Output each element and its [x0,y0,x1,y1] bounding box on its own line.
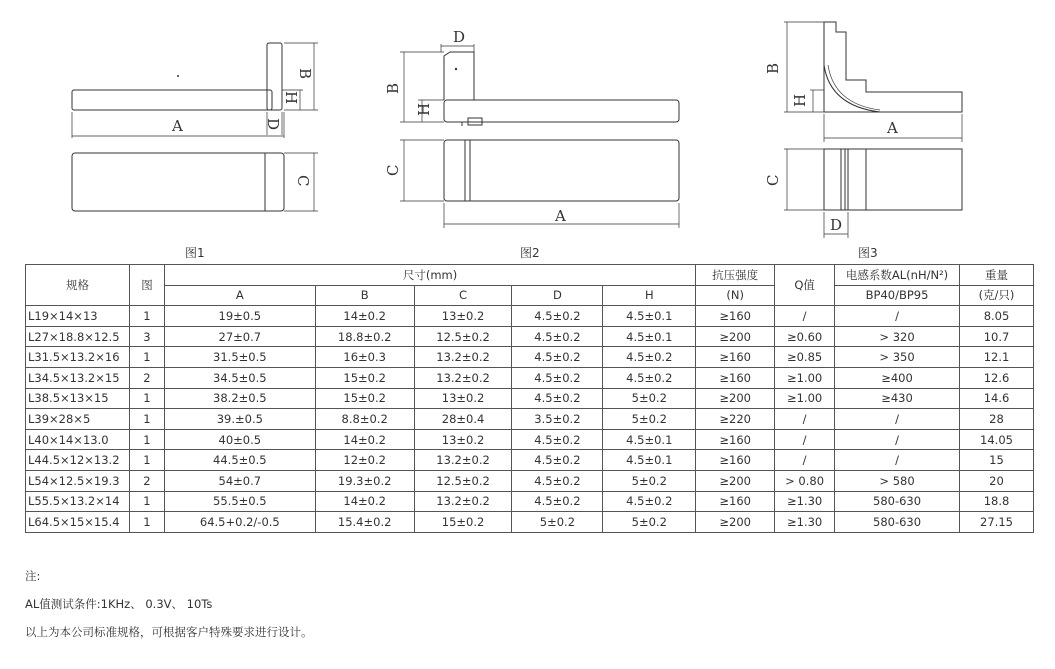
cell-dim-h: 5±0.2 [603,409,696,430]
cell-q-value: ≥0.85 [775,347,835,368]
cell-weight: 20 [960,470,1034,491]
table-row [26,491,1034,512]
cell-strength: ≥200 [696,388,775,409]
figure2-caption: 图2 [520,246,540,260]
cell-q-value: ≥1.30 [775,512,835,533]
fig2-label-h: H [415,102,433,116]
cell-dim-c: 13.2±0.2 [414,367,512,388]
figure1-caption: 图1 [185,246,205,260]
spec-table [25,264,1034,533]
cell-al-value: ≥430 [835,388,960,409]
cell-al-value: ≥400 [835,367,960,388]
header-al-material: BP40/BP95 [835,285,960,306]
cell-spec: L19×14×13 [26,306,130,327]
cell-q-value: ≥0.60 [775,326,835,347]
cell-spec: L38.5×13×15 [26,388,130,409]
cell-dim-b: 12±0.2 [315,450,414,471]
cell-al-value: > 320 [835,326,960,347]
fig2-label-a: A [555,207,566,225]
fig3-label-c: C [764,174,782,186]
cell-al-value: 580-630 [835,512,960,533]
table-header-row-2 [26,285,1034,306]
cell-spec: L54×12.5×19.3 [26,470,130,491]
cell-q-value: / [775,409,835,430]
cell-dim-h: 4.5±0.1 [603,306,696,327]
table-row [26,512,1034,533]
table-row [26,470,1034,491]
cell-weight: 28 [960,409,1034,430]
cell-fig: 1 [129,512,164,533]
header-strength: 抗压强度 [696,265,775,286]
cell-strength: ≥200 [696,512,775,533]
figure3-drawing [784,22,962,238]
fig3-label-a: A [887,119,898,137]
table-row [26,429,1034,450]
cell-spec: L40×14×13.0 [26,429,130,450]
cell-spec: L34.5×13.2×15 [26,367,130,388]
cell-dim-d: 3.5±0.2 [512,409,603,430]
fig1-label-b: B [296,68,314,80]
cell-weight: 18.8 [960,491,1034,512]
table-row [26,450,1034,471]
cell-weight: 10.7 [960,326,1034,347]
cell-q-value: / [775,450,835,471]
header-a: A [164,285,315,306]
cell-weight: 12.1 [960,347,1034,368]
header-h: H [603,285,696,306]
cell-dim-d: 4.5±0.2 [512,347,603,368]
cell-dim-d: 4.5±0.2 [512,470,603,491]
cell-dim-c: 13.2±0.2 [414,491,512,512]
cell-dim-d: 5±0.2 [512,512,603,533]
cell-q-value: ≥1.00 [775,367,835,388]
cell-dim-h: 4.5±0.2 [603,347,696,368]
fig1-label-d: D [264,118,282,131]
figure1-dot [177,75,179,77]
cell-dim-b: 19.3±0.2 [315,470,414,491]
fig1-label-a: A [172,117,183,135]
cell-fig: 3 [129,326,164,347]
cell-dim-d: 4.5±0.2 [512,429,603,450]
cell-dim-c: 13±0.2 [414,388,512,409]
cell-fig: 2 [129,367,164,388]
header-strength-unit: (N) [696,285,775,306]
cell-dim-c: 13.2±0.2 [414,450,512,471]
cell-dim-a: 40±0.5 [164,429,315,450]
notes-custom-design: 以上为本公司标准规格，可根据客户特殊要求进行设计。 [25,625,313,639]
cell-dim-a: 38.2±0.5 [164,388,315,409]
table-body [26,306,1034,533]
table-row [26,409,1034,430]
cell-dim-a: 55.5±0.5 [164,491,315,512]
header-q: Q值 [775,265,835,306]
table-row [26,367,1034,388]
cell-dim-b: 16±0.3 [315,347,414,368]
header-spec: 规格 [26,265,130,306]
cell-q-value: ≥1.00 [775,388,835,409]
cell-dim-c: 13.2±0.2 [414,347,512,368]
cell-strength: ≥160 [696,491,775,512]
table-header-row-1 [26,265,1034,286]
cell-q-value: > 0.80 [775,470,835,491]
fig2-label-d: D [453,28,466,46]
fig3-label-d: D [830,216,843,234]
cell-fig: 2 [129,470,164,491]
cell-weight: 14.05 [960,429,1034,450]
cell-spec: L31.5×13.2×16 [26,347,130,368]
cell-al-value: / [835,306,960,327]
cell-dim-c: 13±0.2 [414,306,512,327]
cell-dim-h: 5±0.2 [603,470,696,491]
cell-dim-d: 4.5±0.2 [512,306,603,327]
figures-area [0,0,1055,262]
cell-dim-c: 12.5±0.2 [414,470,512,491]
cell-al-value: / [835,450,960,471]
fig3-label-h: H [791,93,809,107]
cell-fig: 1 [129,409,164,430]
cell-dim-d: 4.5±0.2 [512,367,603,388]
cell-q-value: ≥1.30 [775,491,835,512]
cell-strength: ≥160 [696,306,775,327]
cell-dim-b: 15.4±0.2 [315,512,414,533]
cell-dim-d: 4.5±0.2 [512,491,603,512]
cell-q-value: / [775,429,835,450]
cell-dim-b: 18.8±0.2 [315,326,414,347]
cell-dim-h: 4.5±0.2 [603,367,696,388]
dimension-drawings [0,0,1055,262]
table-row [26,326,1034,347]
fig1-label-h: H [282,91,300,105]
cell-weight: 27.15 [960,512,1034,533]
cell-dim-d: 4.5±0.2 [512,326,603,347]
cell-dim-b: 14±0.2 [315,306,414,327]
cell-dim-h: 5±0.2 [603,512,696,533]
figure2-dot [455,68,457,70]
cell-fig: 1 [129,347,164,368]
table-row [26,388,1034,409]
cell-dim-h: 5±0.2 [603,388,696,409]
fig3-label-b: B [764,62,782,74]
header-d: D [512,285,603,306]
cell-spec: L64.5×15×15.4 [26,512,130,533]
cell-dim-a: 19±0.5 [164,306,315,327]
cell-dim-h: 4.5±0.2 [603,491,696,512]
cell-spec: L44.5×12×13.2 [26,450,130,471]
cell-dim-c: 15±0.2 [414,512,512,533]
cell-dim-h: 4.5±0.1 [603,326,696,347]
cell-fig: 1 [129,388,164,409]
cell-al-value: / [835,429,960,450]
cell-fig: 1 [129,429,164,450]
table-row [26,347,1034,368]
fig1-label-c: C [294,175,312,187]
notes-label: 注: [25,569,41,583]
fig2-label-c: C [384,164,402,176]
cell-dim-b: 15±0.2 [315,367,414,388]
figure3-caption: 图3 [858,246,878,260]
cell-fig: 1 [129,450,164,471]
cell-dim-a: 31.5±0.5 [164,347,315,368]
cell-strength: ≥200 [696,470,775,491]
header-al: 电感系数AL(nH/N²) [835,265,960,286]
cell-al-value: / [835,409,960,430]
cell-strength: ≥160 [696,429,775,450]
cell-al-value: 580-630 [835,491,960,512]
cell-weight: 15 [960,450,1034,471]
cell-dim-b: 15±0.2 [315,388,414,409]
cell-fig: 1 [129,491,164,512]
cell-dim-b: 8.8±0.2 [315,409,414,430]
cell-al-value: > 580 [835,470,960,491]
cell-strength: ≥160 [696,450,775,471]
cell-spec: L55.5×13.2×14 [26,491,130,512]
cell-dim-a: 64.5+0.2/-0.5 [164,512,315,533]
cell-dim-h: 4.5±0.1 [603,450,696,471]
cell-fig: 1 [129,306,164,327]
cell-strength: ≥160 [696,347,775,368]
cell-dim-c: 13±0.2 [414,429,512,450]
cell-spec: L27×18.8×12.5 [26,326,130,347]
cell-dim-a: 54±0.7 [164,470,315,491]
figure2-drawing [400,44,679,228]
cell-weight: 14.6 [960,388,1034,409]
cell-dim-b: 14±0.2 [315,491,414,512]
cell-dim-a: 34.5±0.5 [164,367,315,388]
header-b: B [315,285,414,306]
cell-spec: L39×28×5 [26,409,130,430]
cell-weight: 12.6 [960,367,1034,388]
notes-al-condition: AL值测试条件:1KHz、 0.3V、 10Ts [25,597,213,611]
header-weight-unit: (克/只) [960,285,1034,306]
cell-dim-a: 44.5±0.5 [164,450,315,471]
cell-dim-a: 27±0.7 [164,326,315,347]
cell-dim-b: 14±0.2 [315,429,414,450]
header-size-group: 尺寸(mm) [164,265,695,286]
cell-strength: ≥200 [696,326,775,347]
cell-dim-d: 4.5±0.2 [512,388,603,409]
header-fig: 图 [129,265,164,306]
fig2-label-b: B [384,82,402,94]
cell-dim-c: 12.5±0.2 [414,326,512,347]
header-weight: 重量 [960,265,1034,286]
cell-al-value: > 350 [835,347,960,368]
cell-weight: 8.05 [960,306,1034,327]
cell-dim-h: 4.5±0.1 [603,429,696,450]
cell-strength: ≥220 [696,409,775,430]
cell-strength: ≥160 [696,367,775,388]
cell-dim-c: 28±0.4 [414,409,512,430]
table-row [26,306,1034,327]
cell-q-value: / [775,306,835,327]
header-c: C [414,285,512,306]
cell-dim-a: 39.±0.5 [164,409,315,430]
cell-dim-d: 4.5±0.2 [512,450,603,471]
